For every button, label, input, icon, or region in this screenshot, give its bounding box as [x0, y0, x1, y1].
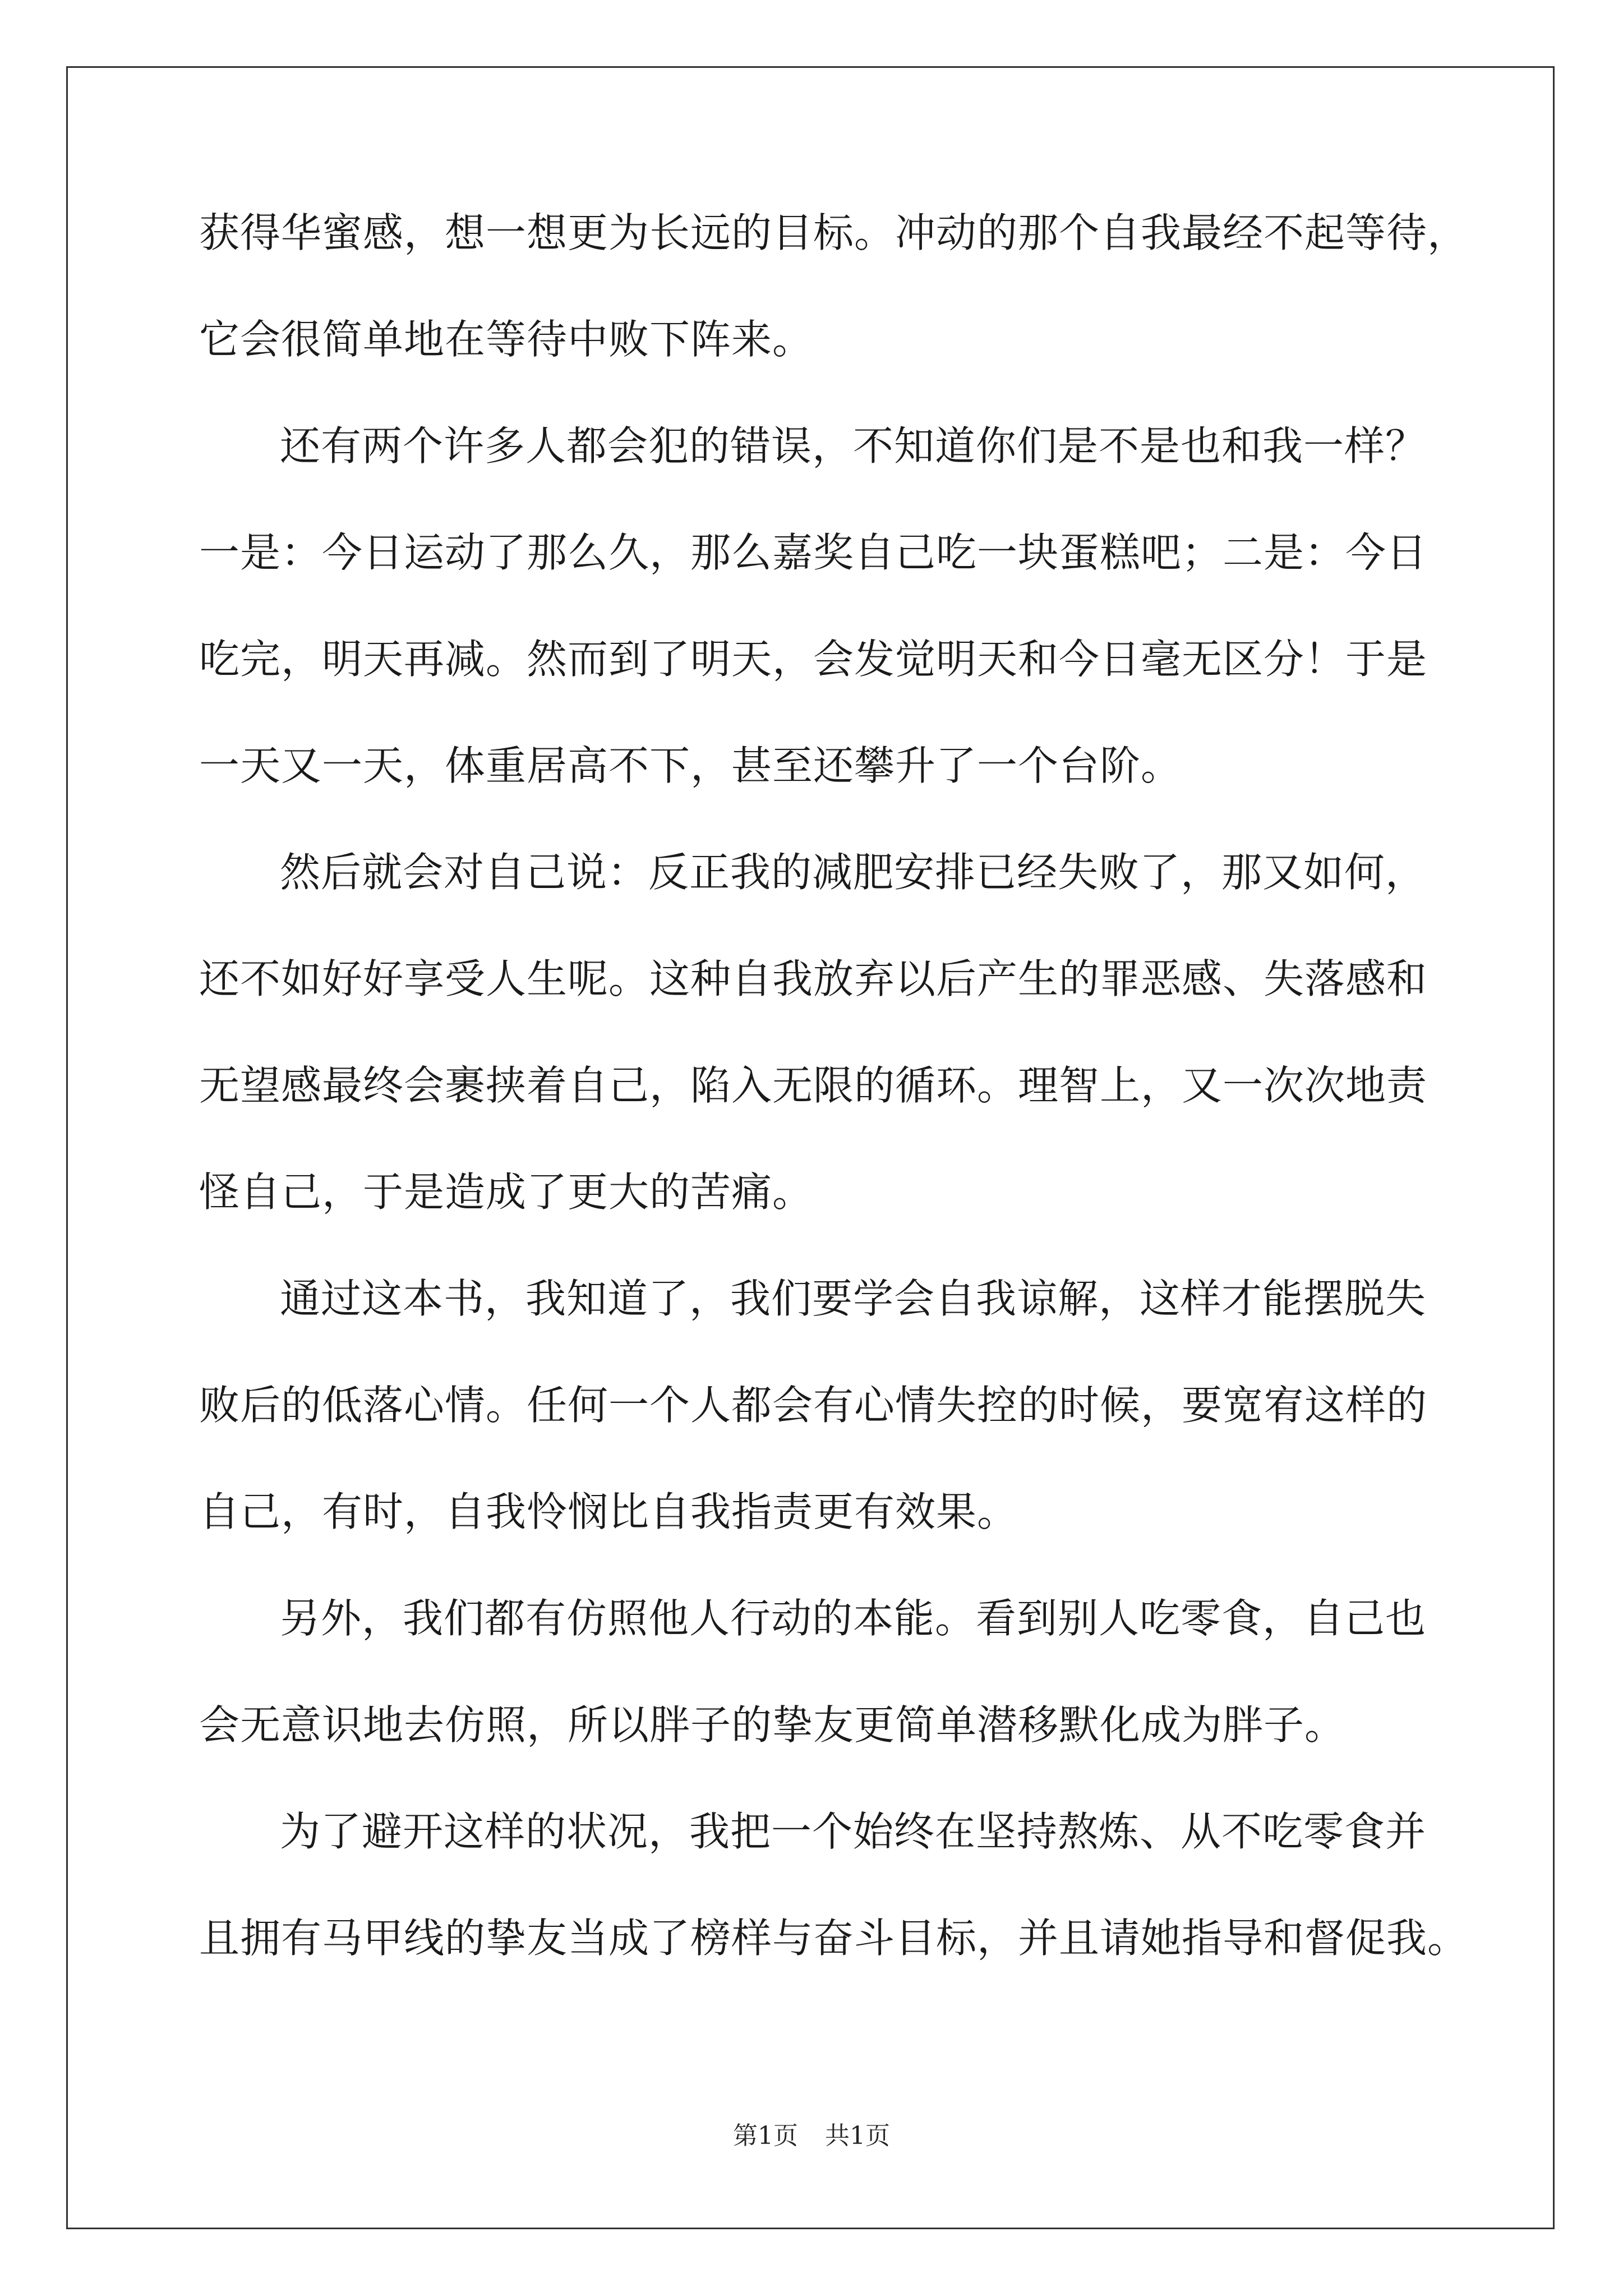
paragraph-start-line: 通过这本书，我知道了，我们要学会自我谅解，这样才能摆脱失 [280, 1275, 1427, 1322]
text-line: 且拥有马甲线的挚友当成了榜样与奋斗目标，并且请她指导和督促我。 [199, 1915, 1469, 1962]
paragraph-start-line: 为了避开这样的状况，我把一个始终在坚持熬炼、从不吃零食并 [280, 1808, 1427, 1855]
paragraph-start-line: 还有两个许多人都会犯的错误，不知道你们是不是也和我一样？ [280, 422, 1427, 470]
text-line: 它会很简单地在等待中败下阵来。 [199, 316, 814, 363]
page-number-total: 共1页 [825, 2122, 890, 2150]
text-line: 自己，有时，自我怜悯比自我指责更有效果。 [199, 1488, 1018, 1535]
page-number-current: 第1页 [733, 2122, 798, 2150]
text-line: 怪自己，于是造成了更大的苦痛。 [199, 1168, 814, 1216]
text-line: 一天又一天，体重居高不下，甚至还攀升了一个台阶。 [199, 742, 1182, 789]
text-line: 吃完，明天再减。然而到了明天，会发觉明天和今日毫无区分！于是 [199, 636, 1428, 683]
text-line: 还不如好好享受人生呢。这种自我放弃以后产生的罪恶感、失落感和 [199, 955, 1428, 1002]
text-line: 一是：今日运动了那么久，那么嘉奖自己吃一块蛋糕吧；二是：今日 [199, 529, 1428, 576]
page-border [66, 66, 1555, 2229]
paragraph-start-line: 然后就会对自己说：反正我的减肥安排已经失败了，那又如何， [280, 849, 1427, 896]
paragraph-start-line: 另外，我们都有仿照他人行动的本能。看到别人吃零食，自己也 [280, 1595, 1427, 1642]
text-line: 败后的低落心情。任何一个人都会有心情失控的时候，要宽宥这样的 [199, 1382, 1428, 1429]
text-line: 获得华蜜感，想一想更为长远的目标。冲动的那个自我最经不起等待， [199, 209, 1469, 256]
page-footer [0, 2120, 1623, 2152]
text-line: 会无意识地去仿照，所以胖子的挚友更简单潜移默化成为胖子。 [199, 1701, 1346, 1749]
text-line: 无望感最终会裹挟着自己，陷入无限的循环。理智上，又一次次地责 [199, 1062, 1428, 1109]
